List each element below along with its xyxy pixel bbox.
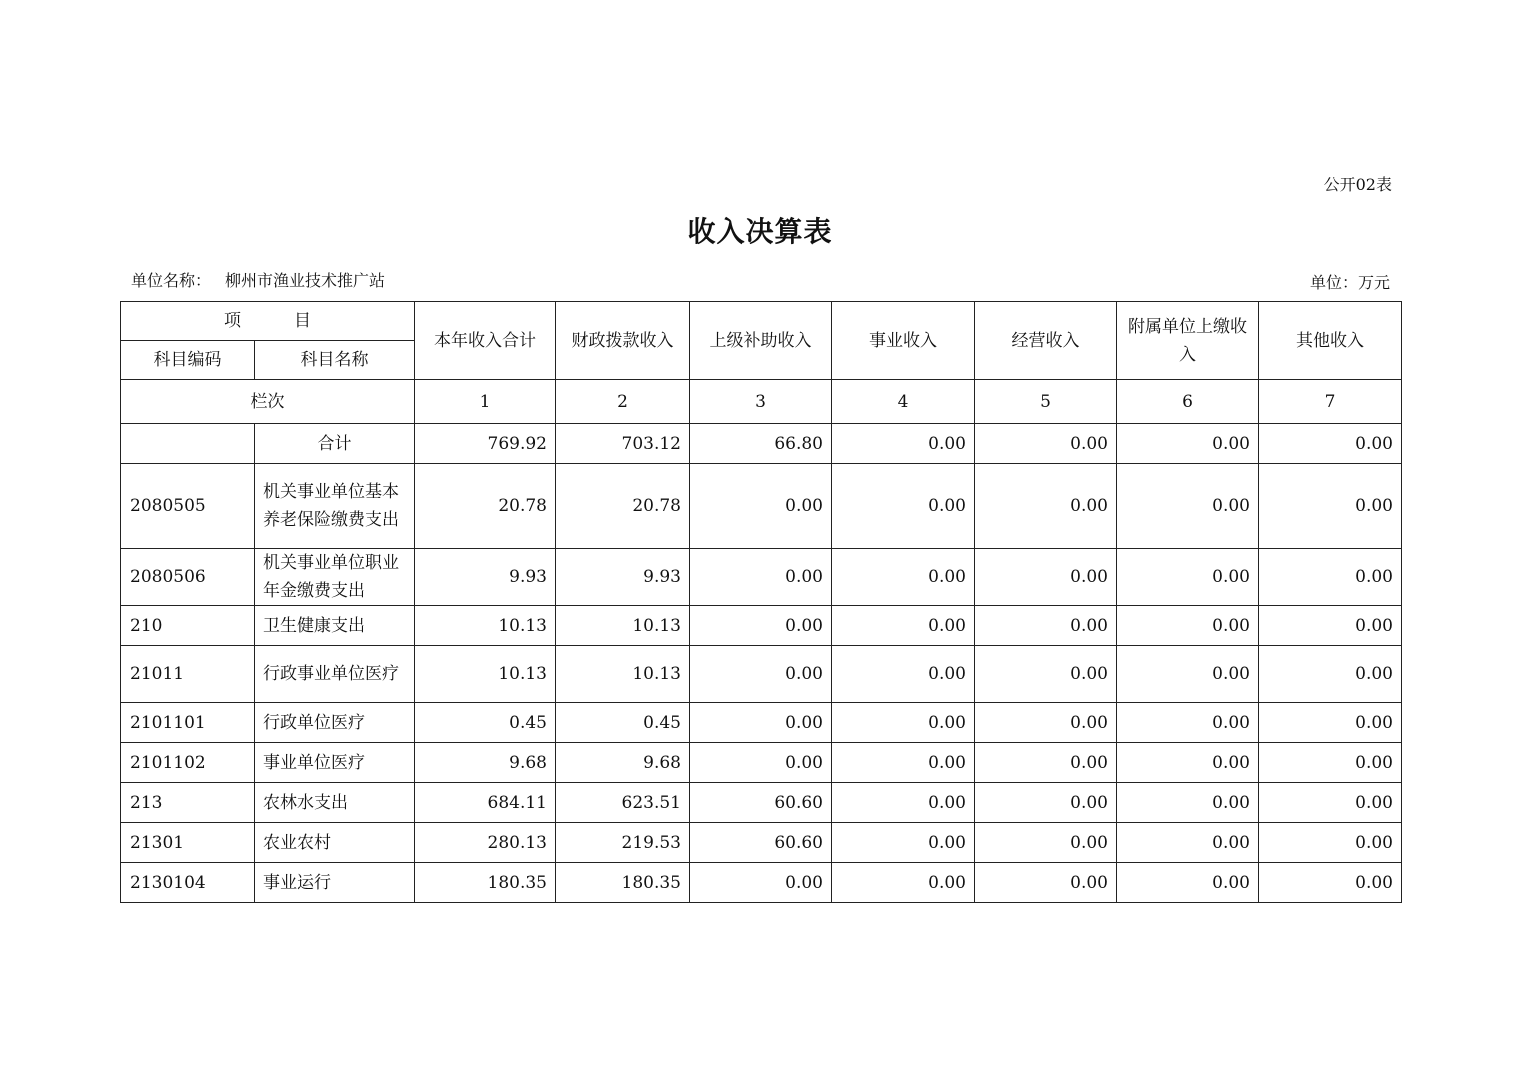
amount-cell: 0.00	[975, 783, 1117, 823]
header-col-6: 附属单位上缴收入	[1117, 302, 1259, 380]
amount-cell: 0.00	[1117, 743, 1259, 783]
total-value: 66.80	[690, 424, 832, 464]
amount-cell: 10.13	[415, 606, 556, 646]
table-row	[121, 606, 1402, 646]
amount-cell: 0.00	[690, 464, 832, 549]
amount-cell: 623.51	[556, 783, 690, 823]
amount-cell: 219.53	[556, 823, 690, 863]
amount-cell: 9.93	[556, 549, 690, 606]
table-row	[121, 783, 1402, 823]
amount-cell: 0.00	[832, 549, 975, 606]
amount-cell: 0.00	[975, 863, 1117, 903]
amount-cell: 0.00	[1259, 823, 1402, 863]
amount-cell: 0.00	[690, 646, 832, 703]
subject-name: 机关事业单位职业年金缴费支出	[255, 549, 415, 606]
total-value: 0.00	[832, 424, 975, 464]
subject-code: 213	[121, 783, 255, 823]
subject-code: 2101102	[121, 743, 255, 783]
subject-code: 2101101	[121, 703, 255, 743]
amount-cell: 0.00	[1117, 863, 1259, 903]
amount-cell: 20.78	[415, 464, 556, 549]
header-item	[121, 302, 415, 341]
subject-code: 21301	[121, 823, 255, 863]
header-name: 科目名称	[255, 341, 415, 380]
amount-cell: 0.00	[1259, 646, 1402, 703]
amount-cell: 0.00	[975, 743, 1117, 783]
amount-cell: 0.00	[1259, 464, 1402, 549]
subject-name: 事业运行	[255, 863, 415, 903]
amount-cell: 0.00	[1259, 863, 1402, 903]
total-value: 0.00	[1117, 424, 1259, 464]
amount-cell: 0.00	[1117, 646, 1259, 703]
unit-name-label: 单位名称：	[131, 271, 212, 290]
subject-code: 2130104	[121, 863, 255, 903]
amount-cell: 0.00	[690, 549, 832, 606]
subject-name: 事业单位医疗	[255, 743, 415, 783]
amount-cell: 10.13	[415, 646, 556, 703]
amount-cell: 0.45	[415, 703, 556, 743]
amount-cell: 0.00	[975, 549, 1117, 606]
form-number: 公开02表	[1323, 175, 1392, 194]
subject-name: 行政事业单位医疗	[255, 646, 415, 703]
subject-name: 行政单位医疗	[255, 703, 415, 743]
total-row	[121, 424, 1402, 464]
amount-cell: 0.00	[690, 863, 832, 903]
row-number: 5	[975, 380, 1117, 424]
table-row	[121, 823, 1402, 863]
amount-cell: 0.00	[975, 646, 1117, 703]
table-row	[121, 863, 1402, 903]
subject-name: 农业农村	[255, 823, 415, 863]
table-row	[121, 703, 1402, 743]
amount-cell: 0.00	[1259, 703, 1402, 743]
amount-cell: 0.00	[832, 823, 975, 863]
total-value: 0.00	[975, 424, 1117, 464]
table-row	[121, 464, 1402, 549]
row-number: 7	[1259, 380, 1402, 424]
unit-name-value: 柳州市渔业技术推广站	[225, 271, 386, 290]
table-row	[121, 743, 1402, 783]
income-table	[120, 301, 1402, 903]
subject-code: 210	[121, 606, 255, 646]
subject-name: 卫生健康支出	[255, 606, 415, 646]
amount-cell: 0.00	[1117, 549, 1259, 606]
total-value: 769.92	[415, 424, 556, 464]
subject-name: 农林水支出	[255, 783, 415, 823]
amount-cell: 0.00	[1259, 549, 1402, 606]
total-value: 703.12	[556, 424, 690, 464]
amount-cell: 60.60	[690, 823, 832, 863]
total-value: 0.00	[1259, 424, 1402, 464]
total-code-cell	[121, 424, 255, 464]
page-title: 收入决算表	[687, 215, 833, 248]
row-number: 6	[1117, 380, 1259, 424]
amount-cell: 0.00	[690, 703, 832, 743]
amount-cell: 20.78	[556, 464, 690, 549]
amount-cell: 10.13	[556, 606, 690, 646]
header-col-1: 本年收入合计	[415, 302, 556, 380]
amount-cell: 180.35	[556, 863, 690, 903]
money-unit: 单位：万元	[1309, 273, 1390, 292]
amount-cell: 0.00	[832, 743, 975, 783]
amount-cell: 9.68	[415, 743, 556, 783]
table-row	[121, 549, 1402, 606]
amount-cell: 280.13	[415, 823, 556, 863]
row-number: 4	[832, 380, 975, 424]
row-number: 1	[415, 380, 556, 424]
header-col-3: 上级补助收入	[690, 302, 832, 380]
amount-cell: 0.00	[832, 606, 975, 646]
amount-cell: 9.68	[556, 743, 690, 783]
amount-cell: 0.00	[975, 606, 1117, 646]
amount-cell: 0.00	[832, 783, 975, 823]
amount-cell: 0.45	[556, 703, 690, 743]
amount-cell: 0.00	[832, 863, 975, 903]
amount-cell: 0.00	[975, 823, 1117, 863]
table-row	[121, 646, 1402, 703]
amount-cell: 0.00	[975, 703, 1117, 743]
subject-code: 2080505	[121, 464, 255, 549]
amount-cell: 0.00	[1117, 703, 1259, 743]
unit-name-line	[131, 268, 385, 291]
amount-cell: 180.35	[415, 863, 556, 903]
amount-cell: 0.00	[832, 703, 975, 743]
total-label: 合计	[255, 424, 415, 464]
header-code: 科目编码	[121, 341, 255, 380]
row-number: 3	[690, 380, 832, 424]
row-number: 2	[556, 380, 690, 424]
amount-cell: 60.60	[690, 783, 832, 823]
amount-cell: 0.00	[1259, 743, 1402, 783]
row-number-label: 栏次	[121, 380, 415, 424]
subject-code: 21011	[121, 646, 255, 703]
amount-cell: 0.00	[690, 606, 832, 646]
amount-cell: 684.11	[415, 783, 556, 823]
amount-cell: 9.93	[415, 549, 556, 606]
amount-cell: 0.00	[1117, 783, 1259, 823]
amount-cell: 0.00	[1117, 606, 1259, 646]
subject-code: 2080506	[121, 549, 255, 606]
header-col-7: 其他收入	[1259, 302, 1402, 380]
amount-cell: 0.00	[1259, 783, 1402, 823]
header-col-2: 财政拨款收入	[556, 302, 690, 380]
amount-cell: 0.00	[832, 646, 975, 703]
amount-cell: 0.00	[1117, 823, 1259, 863]
subject-name: 机关事业单位基本养老保险缴费支出	[255, 464, 415, 549]
header-item-label: 项 目	[224, 311, 329, 331]
amount-cell: 0.00	[975, 464, 1117, 549]
amount-cell: 0.00	[690, 743, 832, 783]
header-col-4: 事业收入	[832, 302, 975, 380]
amount-cell: 0.00	[832, 464, 975, 549]
amount-cell: 10.13	[556, 646, 690, 703]
header-col-5: 经营收入	[975, 302, 1117, 380]
amount-cell: 0.00	[1117, 464, 1259, 549]
amount-cell: 0.00	[1259, 606, 1402, 646]
